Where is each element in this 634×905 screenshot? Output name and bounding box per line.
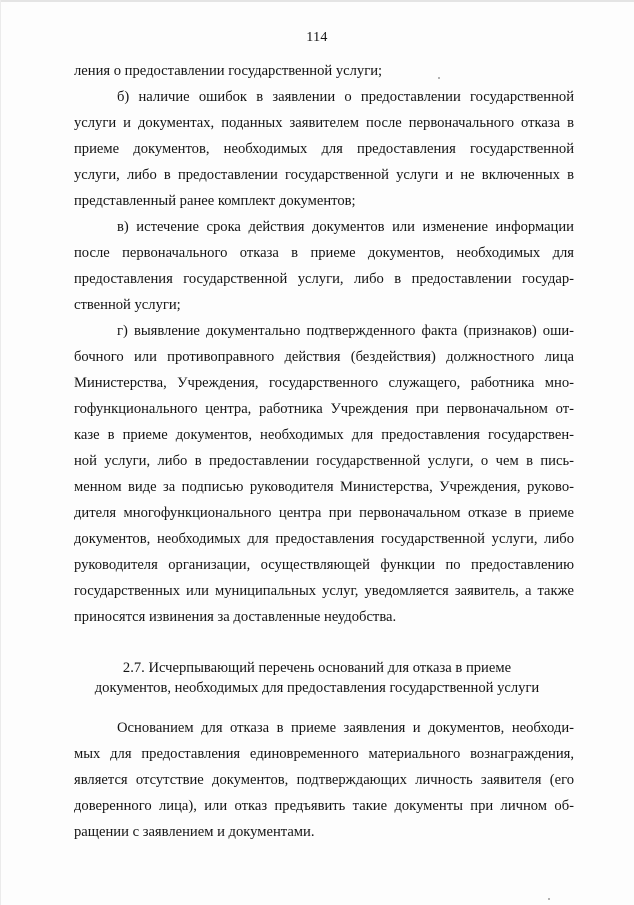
text-line: ращении с заявлением и документами. xyxy=(74,824,315,840)
text-line: мых для предоставления единовременного материального вознаграждения, xyxy=(74,746,574,762)
text-line: в) истечение срока действия документов или изменение информации xyxy=(117,219,574,235)
text-line: дителя многофункционального центра при первоначальном отказе в приеме xyxy=(74,505,574,521)
text-line: гофункционального центра, работника Учреждения при первоначальном от- xyxy=(74,401,574,417)
text-line: Основанием для отказа в приеме заявления и документов, необходи- xyxy=(117,720,574,736)
text-line: доверенного лица), или отказ предъявить такие документы при личном об- xyxy=(74,798,574,814)
text-line: предоставления государственной услуги, либо в предоставлении государ- xyxy=(74,271,574,287)
heading-line: 2.7. Исчерпывающий перечень оснований для отказа в приеме xyxy=(122,660,512,676)
text-line: Министерства, Учреждения, государственного служащего, работника мно- xyxy=(74,375,574,391)
text-line: руководителя организации, осуществляющей функции по предоставлению xyxy=(74,557,574,573)
text-line: услуги, либо в предоставлении государственной услуги и не включенных в xyxy=(74,167,574,183)
text-line: приносятся извинения за доставленные неудобства. xyxy=(74,609,397,625)
text-line: приеме документов, необходимых для предоставления государственной xyxy=(74,141,574,157)
text-line: менном виде за подписью руководителя Министерства, Учреждения, руково- xyxy=(74,479,574,495)
scan-edge-left xyxy=(0,0,1,905)
scan-speck xyxy=(548,898,550,900)
text-line: представленный ранее комплект документов; xyxy=(74,193,356,209)
text-line: услуги и документах, поданных заявителем после первоначального отказа в xyxy=(74,115,574,131)
text-line: документов, необходимых для предоставления государственной услуги, либо xyxy=(74,531,574,547)
text-line: является отсутствие документов, подтверждающих личность заявителя (его xyxy=(74,772,574,788)
text-line: ной услуги, либо в предоставлении государственной услуги, о чем в пись- xyxy=(74,453,574,469)
text-line: после первоначального отказа в приеме документов, необходимых для xyxy=(74,245,574,261)
text-line: г) выявление документально подтвержденного факта (признаков) оши- xyxy=(117,323,574,339)
text-line: ления о предоставлении государственной услуги; xyxy=(74,63,383,79)
page-number: 114 xyxy=(306,30,328,45)
scan-edge-top xyxy=(0,0,634,2)
text-line: казе в приеме документов, необходимых для предоставления государствен- xyxy=(74,427,574,443)
text-line: бочного или противоправного действия (бездействия) должностного лица xyxy=(74,349,574,365)
text-line: ственной услуги; xyxy=(74,297,181,313)
text-line: б) наличие ошибок в заявлении о предоставлении государственной xyxy=(117,89,574,105)
heading-line: документов, необходимых для предоставления государственной услуги xyxy=(94,680,540,696)
scan-speck xyxy=(438,77,440,79)
text-line: государственных или муниципальных услуг, уведомляется заявитель, а также xyxy=(74,583,574,599)
